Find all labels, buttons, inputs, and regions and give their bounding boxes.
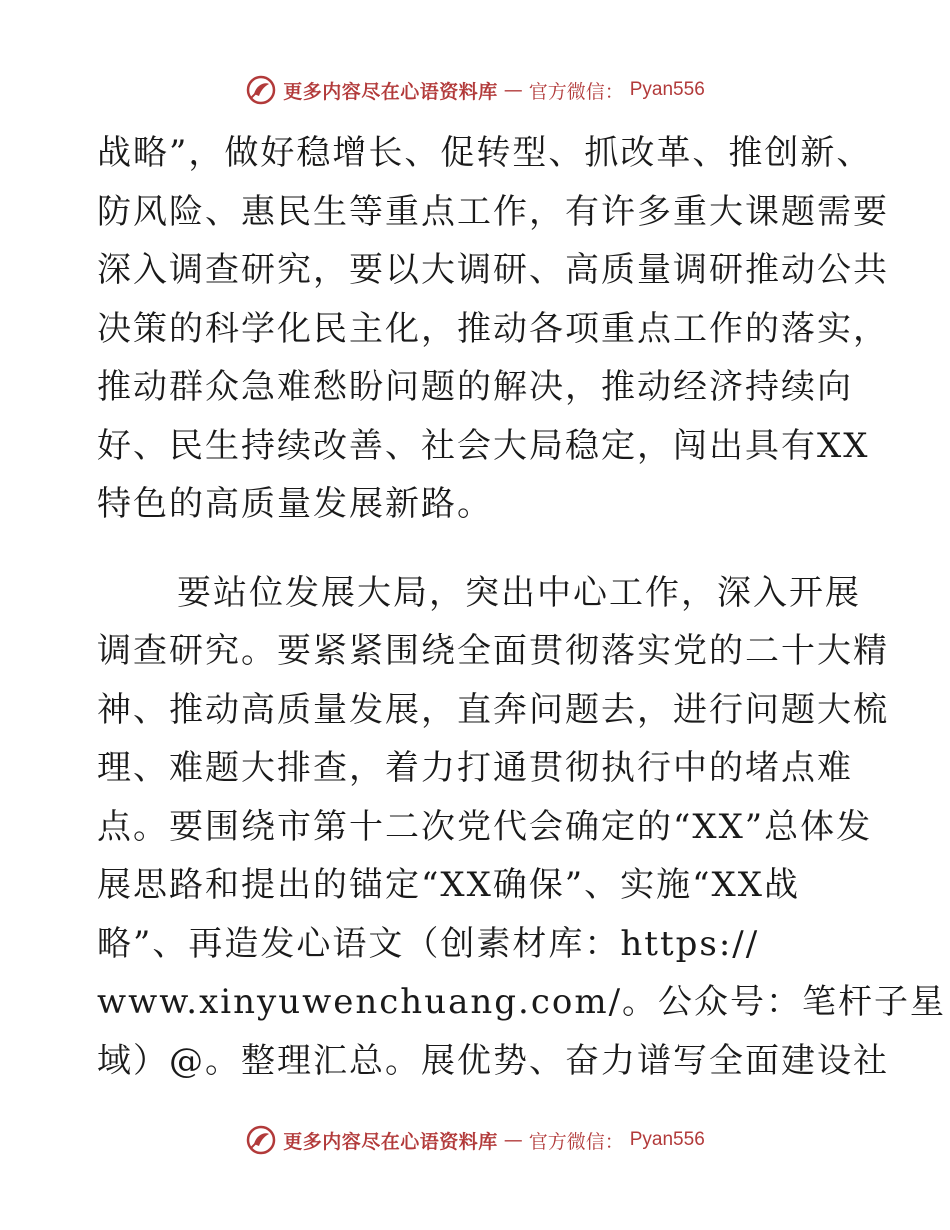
text-line: 展思路和提出的锚定“XX确保”、实施“XX战 <box>97 865 800 905</box>
text-line: 神、推动高质量发展，直奔问题去，进行问题大梳 <box>97 689 889 730</box>
text-line: 特色的高质量发展新路。 <box>97 484 493 524</box>
text-line: 调查研究。要紧紧围绕全面贯彻落实党的二十大精 <box>97 631 889 671</box>
footer-wechat-id: Pyan556 <box>629 1129 705 1150</box>
header-wechat-id: Pyan556 <box>629 79 705 100</box>
text-line: 点。要围绕市第十二次党代会确定的“XX”总体发 <box>97 806 873 847</box>
text-line: 决策的科学化民主化，推动各项重点工作的落实， <box>97 308 889 349</box>
header-wechat-label: 官方微信： <box>528 80 624 103</box>
header-dash: — <box>503 79 523 101</box>
text-line: 要站位发展大局，突出中心工作，深入开展 <box>177 572 861 613</box>
text-line: 深入调查研究，要以大调研、高质量调研推动公共 <box>97 250 889 290</box>
paragraph-1 <box>97 124 889 534</box>
logo-icon <box>245 74 277 106</box>
header-brand: 更多内容尽在心语资料库 <box>283 80 498 103</box>
text-line: 好、民生持续改善、社会大局稳定，闯出具有XX <box>97 425 870 466</box>
footer-dash: — <box>503 1129 523 1151</box>
text-line: 略”、再造发心语文（创素材库：https:// <box>97 923 760 964</box>
text-line: 战略”，做好稳增长、促转型、抓改革、推创新、 <box>97 133 873 173</box>
header-banner <box>0 70 950 110</box>
footer-brand: 更多内容尽在心语资料库 <box>283 1130 498 1153</box>
text-line: 防风险、惠民生等重点工作，有许多重大课题需要 <box>97 191 889 232</box>
footer-banner <box>0 1120 950 1160</box>
text-line: 推动群众急难愁盼问题的解决，推动经济持续向 <box>97 367 853 407</box>
text-line: 域）@。整理汇总。展优势、奋力谱写全面建设社 <box>97 1040 889 1081</box>
document-body <box>97 124 947 1090</box>
logo-icon <box>245 1124 277 1156</box>
text-line: www.xinyuwenchuang.com/。公众号：笔杆子星 <box>97 982 947 1022</box>
paragraph-2 <box>97 564 947 1091</box>
text-line: 理、难题大排查，着力打通贯彻执行中的堵点难 <box>97 748 853 788</box>
footer-wechat-label: 官方微信： <box>528 1130 624 1153</box>
